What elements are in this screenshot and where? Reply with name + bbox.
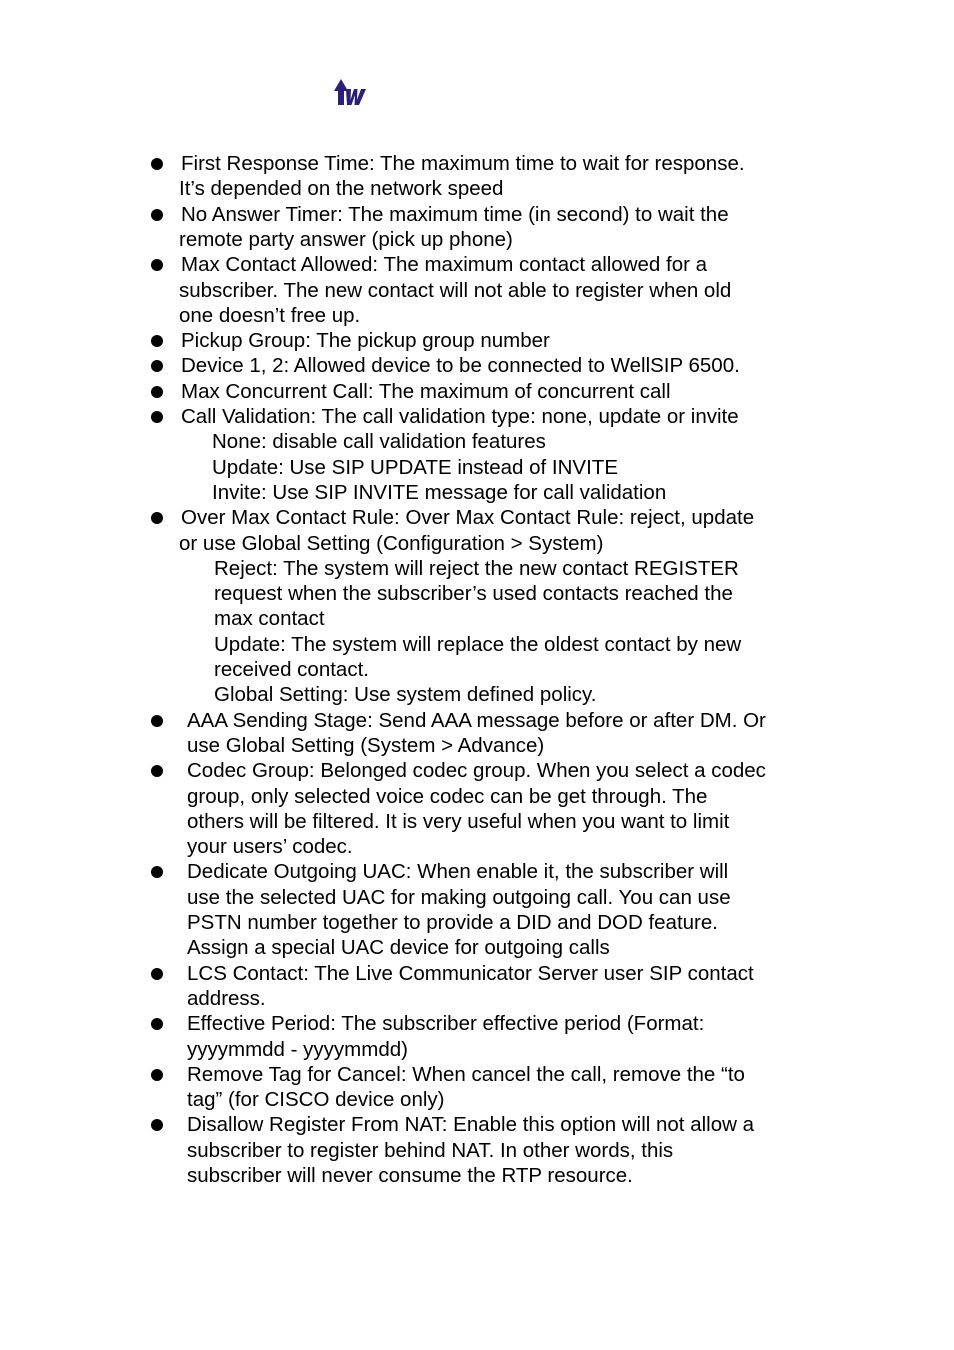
list-item-text: Dedicate Outgoing UAC: When enable it, the subscriber will — [187, 860, 729, 884]
sub-item-text: max contact — [214, 607, 325, 631]
list-item-text: Effective Period: The subscriber effective period (Format: — [187, 1012, 705, 1036]
bullet-icon — [151, 158, 163, 170]
list-item-text: Codec Group: Belonged codec group. When you select a codec — [187, 759, 766, 783]
list-item-text: Call Validation: The call validation type: none, update or invite — [181, 405, 739, 428]
sub-item-text: Reject: The system will reject the new contact REGISTER — [214, 556, 739, 580]
bullet-icon — [151, 968, 163, 980]
bullet-icon — [151, 411, 163, 423]
list-item-text: your users’ codec. — [187, 835, 353, 859]
bullet-icon — [151, 866, 163, 878]
list-item-text: Pickup Group: The pickup group number — [181, 329, 550, 353]
list-item-text: Max Contact Allowed: The maximum contact allowed for a — [181, 253, 708, 277]
bullet-icon — [151, 765, 163, 777]
sub-item-text: None: disable call validation features — [212, 430, 546, 454]
list-item-text: Remove Tag for Cancel: When cancel the call, remove the “to — [187, 1062, 745, 1086]
bullet-icon — [151, 1018, 163, 1030]
list-item-text: use Global Setting (System > Advance) — [187, 733, 545, 757]
list-item-text: Over Max Contact Rule: Over Max Contact Rule: reject, update — [181, 506, 755, 530]
list-item-text: Max Concurrent Call: The maximum of concurrent call — [181, 379, 671, 403]
sub-item-text: Update: The system will replace the oldest contact by new — [214, 632, 742, 656]
list-item-text: remote party answer (pick up phone) — [179, 227, 513, 251]
bullet-icon — [151, 1119, 163, 1131]
list-item-text: subscriber to register behind NAT. In other words, this — [187, 1138, 674, 1162]
list-item-text: yyyymmdd - yyyymmdd) — [187, 1037, 408, 1061]
list-item-text: address. — [187, 986, 266, 1010]
list-item-text: LCS Contact: The Live Communicator Server user SIP contact — [187, 961, 754, 985]
sub-item-text: Global Setting: Use system defined policy. — [214, 683, 597, 707]
list-item-text: others will be filtered. It is very useful when you want to limit — [187, 809, 730, 833]
list-item-text: one doesn’t free up. — [179, 303, 361, 327]
list-item-text: Device 1, 2: Allowed device to be connected to WellSIP 6500. — [181, 354, 740, 378]
sub-item-text: Invite: Use SIP INVITE message for call validation — [212, 480, 667, 504]
list-item-text: PSTN number together to provide a DID and DOD feature. — [187, 911, 718, 934]
list-item-text: AAA Sending Stage: Send AAA message before or after DM. Or — [187, 708, 766, 732]
sub-item-text: Update: Use SIP UPDATE instead of INVITE — [212, 455, 618, 479]
bullet-icon — [151, 335, 163, 347]
bullet-icon — [151, 386, 163, 398]
list-item-text: Disallow Register From NAT: Enable this option will not allow a — [187, 1113, 755, 1137]
list-item-text: use the selected UAC for making outgoing call. You can use — [187, 885, 731, 909]
bullet-icon — [151, 209, 163, 221]
list-item-text: It’s depended on the network speed — [179, 177, 504, 201]
bullet-icon — [151, 1069, 163, 1081]
sub-item-text: received contact. — [214, 658, 369, 681]
list-item-text: Assign a special UAC device for outgoing calls — [187, 936, 610, 960]
list-item-text: group, only selected voice codec can be get through. The — [187, 784, 708, 808]
bullet-icon — [151, 259, 163, 271]
bullet-icon — [151, 512, 163, 524]
list-item-text: No Answer Timer: The maximum time (in second) to wait the — [181, 202, 729, 226]
list-item-text: or use Global Setting (Configuration > System) — [179, 531, 604, 555]
list-item-text: subscriber. The new contact will not able to register when old — [179, 278, 732, 302]
bullet-icon — [151, 715, 163, 727]
list-item-text: subscriber will never consume the RTP resource. — [187, 1164, 633, 1187]
bullet-icon — [151, 360, 163, 372]
list-item-text: tag” (for CISCO device only) — [187, 1088, 445, 1112]
list-item-text: First Response Time: The maximum time to wait for response. — [181, 152, 745, 175]
sub-item-text: request when the subscriber’s used contacts reached the — [214, 582, 733, 606]
